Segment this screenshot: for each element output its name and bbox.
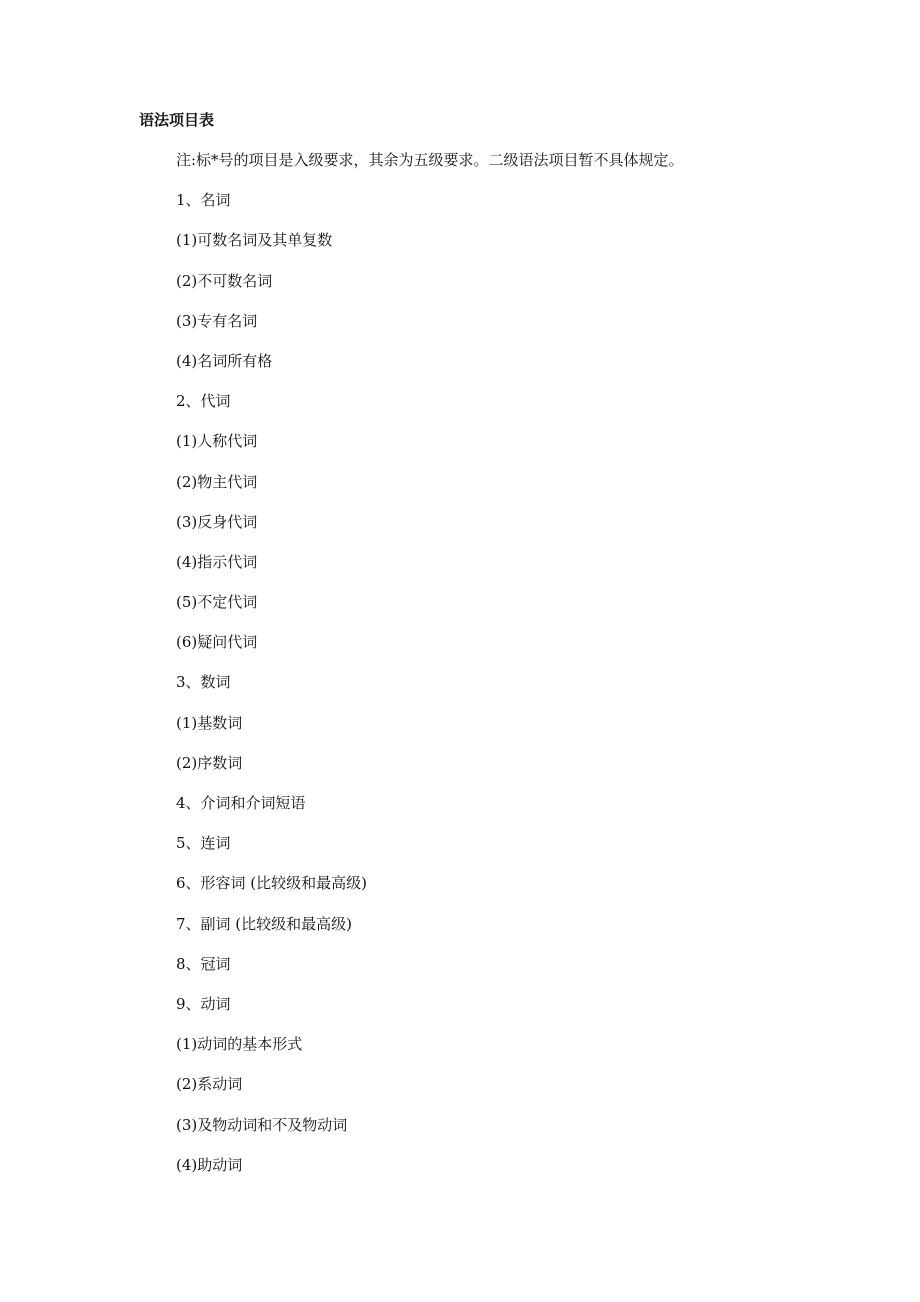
grammar-item: 4、介词和介词短语 [176,794,306,812]
grammar-item: (1)动词的基本形式 [176,1035,303,1054]
grammar-item: (1)可数名词及其单复数 [176,231,333,250]
grammar-item: 1、名词 [176,191,231,210]
grammar-item: (1)人称代词 [176,432,258,451]
grammar-item: 8、冠词 [176,954,231,973]
grammar-item: (4)名词所有格 [176,351,273,370]
grammar-item: 7、副词 (比较级和最高级) [176,914,353,933]
document-title: 语法项目表 [139,111,215,129]
note-line: 注:标*号的项目是入级要求，其余为五级要求。二级语法项目暂不具体规定。 [176,151,684,169]
grammar-item: 3、数词 [176,673,231,692]
grammar-item: (3)及物动词和不及物动词 [176,1115,348,1134]
grammar-item: 2、代词 [176,392,231,411]
grammar-item: (3)专有名词 [176,311,258,330]
grammar-item: (6)疑问代词 [176,633,258,652]
grammar-item: 6、形容词 (比较级和最高级) [176,874,368,893]
grammar-item: (3)反身代词 [176,512,258,531]
grammar-item: (2)不可数名词 [176,271,273,290]
grammar-item: (4)助动词 [176,1155,243,1174]
grammar-item: (2)系动词 [176,1075,243,1094]
grammar-item: (4)指示代词 [176,552,258,571]
grammar-item: (5)不定代词 [176,593,258,612]
grammar-item: (1)基数词 [176,713,243,732]
grammar-item-list [176,150,684,1195]
grammar-item: 5、连词 [176,834,231,853]
grammar-item: (2)物主代词 [176,472,258,491]
grammar-item: 9、动词 [176,994,231,1013]
grammar-item: (2)序数词 [176,753,243,772]
